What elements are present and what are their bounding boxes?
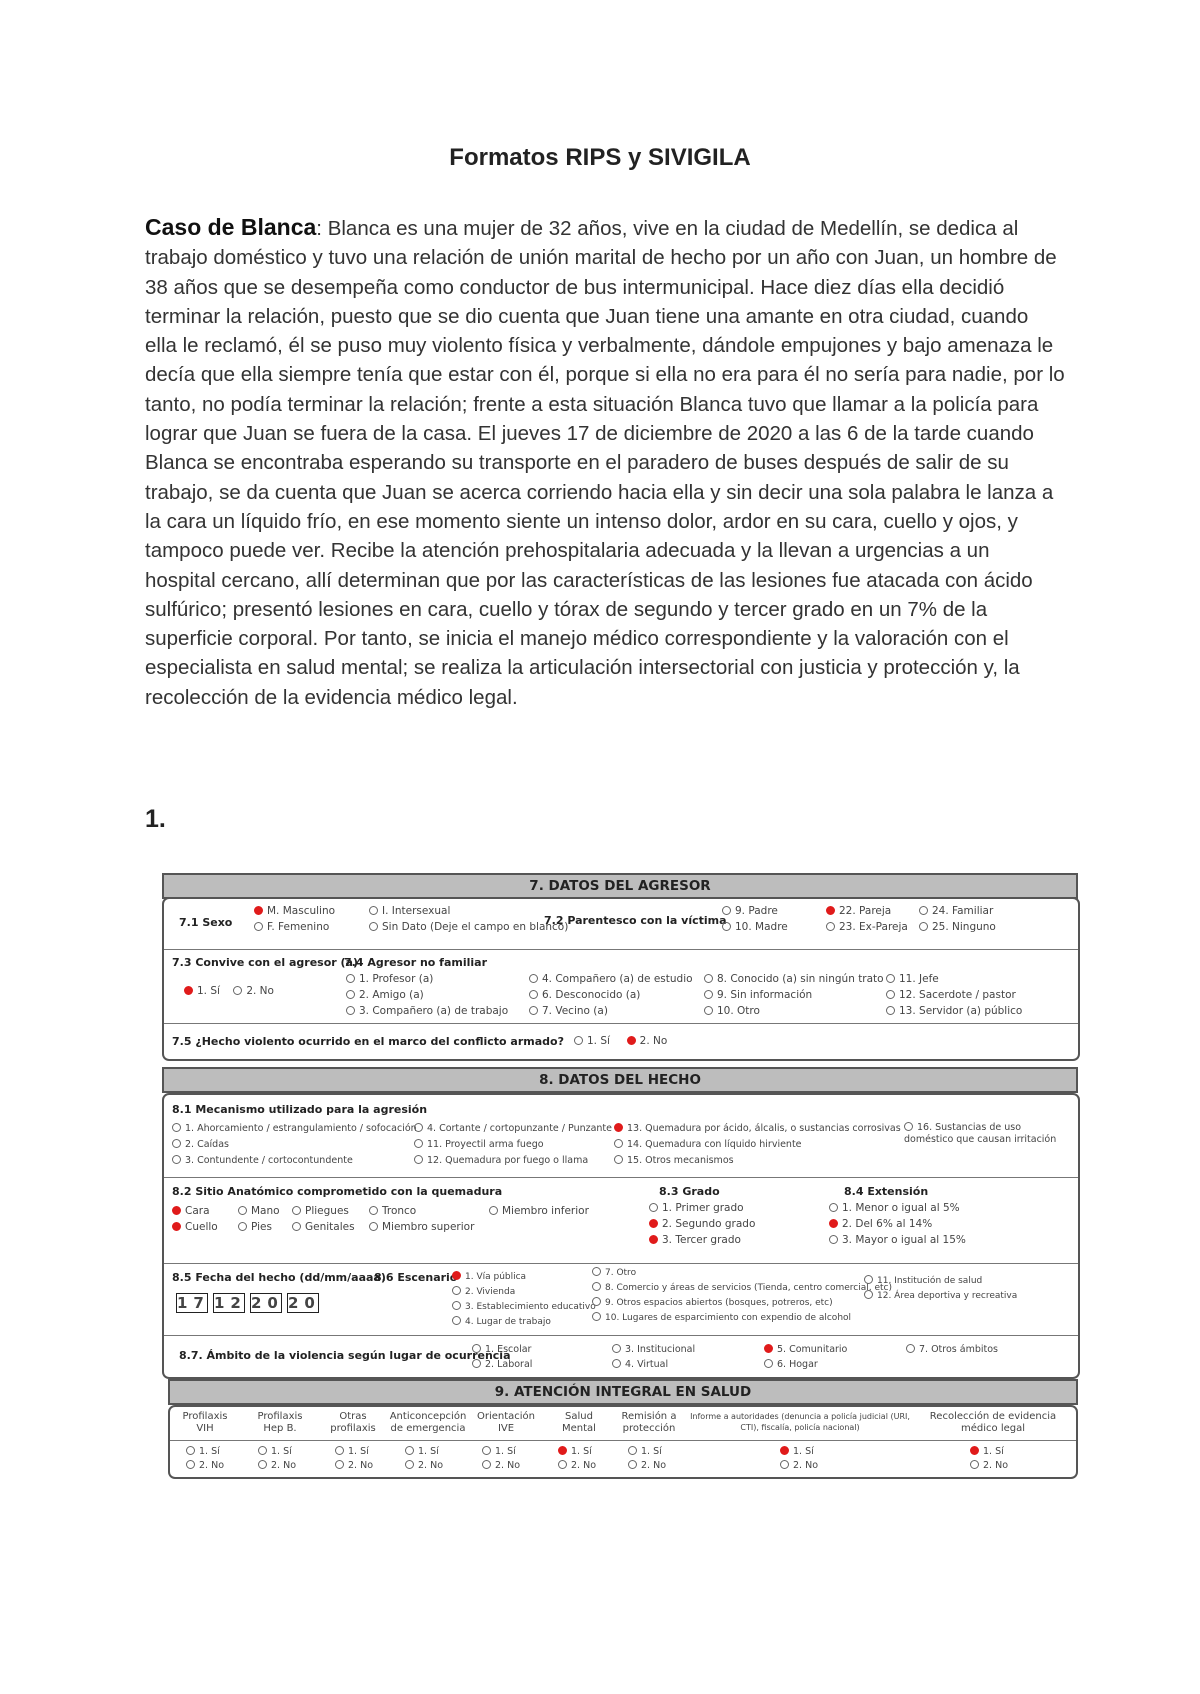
check-segundo-grado[interactable]: 2. Segundo grado xyxy=(649,1218,755,1231)
radio-sexo-masculino[interactable]: M. Masculino xyxy=(254,905,335,918)
radio-salud-mental-no[interactable]: 2. No xyxy=(558,1459,596,1472)
sitio-col-3 xyxy=(292,1205,355,1237)
col-header-anticoncepcion: Anticoncepción de emergencia xyxy=(389,1411,467,1434)
radio-conflicto-si[interactable]: 1. Sí xyxy=(574,1035,610,1048)
radio-hepb-no[interactable]: 2. No xyxy=(258,1459,296,1472)
convive-options xyxy=(184,985,274,998)
sitio-label: 8.2 Sitio Anatómico comprometido con la quemadura xyxy=(172,1185,503,1198)
escenario-col-2 xyxy=(592,1267,892,1327)
radio-escenario-otro[interactable]: 7. Otro xyxy=(592,1267,636,1280)
sitio-col-4 xyxy=(369,1205,474,1237)
case-paragraph xyxy=(145,213,1065,712)
radio-via-publica[interactable]: 1. Vía pública xyxy=(452,1271,526,1284)
radio-otro[interactable]: 10. Otro xyxy=(704,1005,760,1018)
no-familiar-col-2 xyxy=(529,973,693,1021)
col-ive-options xyxy=(482,1445,520,1473)
radio-anticoncepcion-no[interactable]: 2. No xyxy=(405,1459,443,1472)
radio-quemadura-fuego[interactable]: 12. Quemadura por fuego o llama xyxy=(414,1154,588,1167)
fecha-mes: 12 xyxy=(214,1294,247,1312)
radio-desconocido[interactable]: 6. Desconocido (a) xyxy=(529,989,640,1002)
convive-label: 7.3 Convive con el agresor (a) xyxy=(172,956,358,969)
conflicto-label: 7.5 ¿Hecho violento ocurrido en el marco del conflicto armado? xyxy=(172,1035,564,1048)
radio-institucion-salud[interactable]: 11. Institución de salud xyxy=(864,1275,982,1288)
fecha-boxes xyxy=(176,1293,319,1313)
check-pliegues[interactable]: Pliegues xyxy=(292,1205,349,1218)
radio-ahorcamiento[interactable]: 1. Ahorcamiento / estrangulamiento / sofocación xyxy=(172,1122,417,1135)
ambito-col-4 xyxy=(906,1343,998,1356)
radio-comunitario[interactable]: 5. Comunitario xyxy=(764,1343,847,1356)
radio-extension-6-14[interactable]: 2. Del 6% al 14% xyxy=(829,1218,932,1231)
section-9-title: 9. ATENCIÓN INTEGRAL EN SALUD xyxy=(168,1379,1078,1405)
col-vih-options xyxy=(186,1445,224,1473)
grado-label: 8.3 Grado xyxy=(659,1185,720,1198)
radio-otras-si[interactable]: 1. Sí xyxy=(335,1445,369,1458)
radio-sustancias-domesticas[interactable]: 16. Sustancias de uso doméstico que causan irritación xyxy=(904,1122,1072,1146)
radio-area-deportiva[interactable]: 12. Área deportiva y recreativa xyxy=(864,1290,1017,1303)
section-8-box xyxy=(162,1093,1080,1379)
fecha-label: 8.5 Fecha del hecho (dd/mm/aaaa) xyxy=(172,1271,386,1284)
question-number: 1. xyxy=(145,805,166,833)
col-header-hepb: Profilaxis Hep B. xyxy=(257,1411,303,1434)
check-tercer-grado[interactable]: 3. Tercer grado xyxy=(649,1234,741,1247)
radio-contundente[interactable]: 3. Contundente / cortocontundente xyxy=(172,1154,353,1167)
radio-quemadura-acido[interactable]: 13. Quemadura por ácido, álcalis, o sustancias corrosivas xyxy=(614,1122,901,1135)
radio-parentesco-ninguno[interactable]: 25. Ninguno xyxy=(919,921,996,934)
escenario-col-3 xyxy=(864,1275,1017,1305)
parentesco-label: 7.2 Parentesco con la víctima xyxy=(544,914,727,927)
col-hepb-options xyxy=(258,1445,296,1473)
radio-anticoncepcion-si[interactable]: 1. Sí xyxy=(405,1445,439,1458)
radio-comercio[interactable]: 8. Comercio y áreas de servicios (Tienda, centro comercial, etc) xyxy=(592,1282,892,1295)
mecanismo-col-1 xyxy=(172,1122,417,1170)
radio-virtual[interactable]: 4. Virtual xyxy=(612,1358,668,1371)
check-genitales[interactable]: Genitales xyxy=(292,1221,355,1234)
no-familiar-col-4 xyxy=(886,973,1022,1021)
radio-hepb-si[interactable]: 1. Sí xyxy=(258,1445,292,1458)
radio-parentesco-padre[interactable]: 9. Padre xyxy=(722,905,778,918)
radio-amigo[interactable]: 2. Amigo (a) xyxy=(346,989,424,1002)
section-7-box xyxy=(162,897,1080,1061)
radio-ive-no[interactable]: 2. No xyxy=(482,1459,520,1472)
radio-lugar-trabajo[interactable]: 4. Lugar de trabajo xyxy=(452,1316,551,1329)
sexo-options xyxy=(254,905,335,937)
ambito-col-3 xyxy=(764,1343,847,1373)
radio-parentesco-madre[interactable]: 10. Madre xyxy=(722,921,788,934)
radio-caidas[interactable]: 2. Caídas xyxy=(172,1138,229,1151)
radio-conflicto-no[interactable]: 2. No xyxy=(627,1035,668,1048)
mecanismo-col-3 xyxy=(614,1122,901,1170)
radio-otras-no[interactable]: 2. No xyxy=(335,1459,373,1472)
case-lead: Caso de Blanca xyxy=(145,214,317,240)
parentesco-col-3 xyxy=(919,905,996,937)
radio-remision-no[interactable]: 2. No xyxy=(628,1459,666,1472)
mecanismo-col-4 xyxy=(904,1122,1072,1146)
radio-sexo-sin-dato[interactable]: Sin Dato (Deje el campo en blanco) xyxy=(369,921,568,934)
section-9-box xyxy=(168,1405,1078,1479)
col-remision-options xyxy=(628,1445,666,1473)
sexo-options-2 xyxy=(369,905,568,937)
check-tronco[interactable]: Tronco xyxy=(369,1205,416,1218)
extension-label: 8.4 Extensión xyxy=(844,1185,929,1198)
col-header-ive: Orientación IVE xyxy=(476,1411,536,1434)
radio-laboral[interactable]: 2. Laboral xyxy=(472,1358,532,1371)
radio-otros-ambitos[interactable]: 7. Otros ámbitos xyxy=(906,1343,998,1356)
check-cara[interactable]: Cara xyxy=(172,1205,210,1218)
fecha-anio-1: 20 xyxy=(251,1294,284,1312)
check-cuello[interactable]: Cuello xyxy=(172,1221,218,1234)
mecanismo-col-2 xyxy=(414,1122,612,1170)
radio-conocido[interactable]: 8. Conocido (a) sin ningún trato xyxy=(704,973,884,986)
radio-parentesco-ex-pareja[interactable]: 23. Ex-Pareja xyxy=(826,921,908,934)
check-mano[interactable]: Mano xyxy=(238,1205,280,1218)
radio-vih-si[interactable]: 1. Sí xyxy=(186,1445,220,1458)
radio-quemadura-liquido[interactable]: 14. Quemadura con líquido hirviente xyxy=(614,1138,802,1151)
col-otras-options xyxy=(335,1445,373,1473)
section-8-title: 8. DATOS DEL HECHO xyxy=(162,1067,1078,1093)
check-primer-grado[interactable]: 1. Primer grado xyxy=(649,1202,744,1215)
col-recoleccion-options xyxy=(970,1445,1008,1473)
mecanismo-label: 8.1 Mecanismo utilizado para la agresión xyxy=(172,1103,428,1116)
radio-companero-estudio[interactable]: 4. Compañero (a) de estudio xyxy=(529,973,693,986)
radio-recoleccion-si[interactable]: 1. Sí xyxy=(970,1445,1004,1458)
radio-proyectil[interactable]: 11. Proyectil arma fuego xyxy=(414,1138,544,1151)
radio-extension-mayor-15[interactable]: 3. Mayor o igual al 15% xyxy=(829,1234,966,1247)
sexo-label: 7.1 Sexo xyxy=(179,916,233,929)
radio-vivienda[interactable]: 2. Vivienda xyxy=(452,1286,515,1299)
col-header-vih: Profilaxis VIH xyxy=(182,1411,228,1434)
col-header-salud-mental: Salud Mental xyxy=(562,1411,596,1434)
radio-sexo-intersexual[interactable]: I. Intersexual xyxy=(369,905,450,918)
radio-extension-menor-5[interactable]: 1. Menor o igual al 5% xyxy=(829,1202,960,1215)
radio-sexo-femenino[interactable]: F. Femenino xyxy=(254,921,329,934)
parentesco-col-1 xyxy=(722,905,788,937)
radio-parentesco-pareja[interactable]: 22. Pareja xyxy=(826,905,891,918)
section-7-title: 7. DATOS DEL AGRESOR xyxy=(162,873,1078,899)
extension-options xyxy=(829,1202,966,1250)
radio-companero-trabajo[interactable]: 3. Compañero (a) de trabajo xyxy=(346,1005,508,1018)
col-header-remision: Remisión a protección xyxy=(621,1411,677,1434)
no-familiar-col-1 xyxy=(346,973,508,1021)
fecha-dia: 17 xyxy=(177,1294,210,1312)
radio-informe-si[interactable]: 1. Sí xyxy=(780,1445,814,1458)
radio-hogar[interactable]: 6. Hogar xyxy=(764,1358,818,1371)
escenario-label: 8.6 Escenario xyxy=(374,1271,458,1284)
radio-convive-no[interactable]: 2. No xyxy=(233,985,274,998)
page-title: Formatos RIPS y SIVIGILA xyxy=(449,144,751,171)
radio-jefe[interactable]: 11. Jefe xyxy=(886,973,939,986)
no-familiar-label: 7.4 Agresor no familiar xyxy=(344,956,487,969)
col-header-informe: Informe a autoridades (denuncia a policía judicial (URI, CTI), fiscalía, policía nacional) xyxy=(690,1412,910,1432)
radio-informe-no[interactable]: 2. No xyxy=(780,1459,818,1472)
ambito-col-1 xyxy=(472,1343,532,1373)
check-pies[interactable]: Pies xyxy=(238,1221,272,1234)
sitio-col-5 xyxy=(489,1205,589,1218)
radio-sin-informacion[interactable]: 9. Sin información xyxy=(704,989,812,1002)
radio-establecimiento-educativo[interactable]: 3. Establecimiento educativo xyxy=(452,1301,596,1314)
radio-espacios-abiertos[interactable]: 9. Otros espacios abiertos (bosques, potreros, etc) xyxy=(592,1297,833,1310)
check-miembro-inferior[interactable]: Miembro inferior xyxy=(489,1205,589,1218)
ambito-col-2 xyxy=(612,1343,695,1373)
radio-esparcimiento-alcohol[interactable]: 10. Lugares de esparcimiento con expendio de alcohol xyxy=(592,1312,851,1325)
radio-institucional[interactable]: 3. Institucional xyxy=(612,1343,695,1356)
radio-sacerdote[interactable]: 12. Sacerdote / pastor xyxy=(886,989,1016,1002)
col-header-otras: Otras profilaxis xyxy=(330,1411,376,1434)
radio-servidor-publico[interactable]: 13. Servidor (a) público xyxy=(886,1005,1022,1018)
radio-parentesco-familiar[interactable]: 24. Familiar xyxy=(919,905,993,918)
col-informe-options xyxy=(780,1445,818,1473)
col-anticoncepcion-options xyxy=(405,1445,443,1473)
escenario-col-1 xyxy=(452,1271,596,1331)
fecha-field[interactable] xyxy=(176,1293,319,1313)
fecha-anio-2: 20 xyxy=(288,1294,321,1312)
radio-vecino[interactable]: 7. Vecino (a) xyxy=(529,1005,608,1018)
radio-ive-si[interactable]: 1. Sí xyxy=(482,1445,516,1458)
conflicto-options xyxy=(574,1035,667,1048)
ambito-label: 8.7. Ámbito de la violencia según lugar de ocurrencia xyxy=(179,1349,511,1362)
case-text: : Blanca es una mujer de 32 años, vive en la ciudad de Medellín, se dedica al trabajo doméstico y tuvo una relación de unión marital de hecho por un año con Juan, un hombre de 38 años que se desempeña como conductor de bus intermunicipal. Hace diez días ella decidió terminar la relación, puesto que se dio cuenta que Juan tiene una amante en otra ciudad, cuando ella le reclamó, él se puso muy violento física y verbalmente, dándole empujones y bajo amenaza le decía que ella siempre tenía que estar con él, porque si ella no era para él no sería para nadie, por lo tanto, no podía terminar la relación; frente a esta situación Blanca tuvo que llamar a la policía para lograr que Juan se fuera de la casa. El jueves 17 de diciembre de 2020 a las 6 de la tarde cuando Blanca se encontraba esperando su transporte en el paradero de buses después de salir de su trabajo, se da cuenta que Juan se acerca corriendo hacia ella y sin decir una sola palabra le lanza a la cara un líquido frío, en ese momento siente un intenso dolor, ardor en su cara, cuello y ojos, y tampoco puede ver. Recibe la atención prehospitalaria adecuada y la llevan a urgencias a un hospital cercano, allí determinan que por las características de las lesiones fue atacada con ácido sulfúrico; presentó lesiones en cara, cuello y tórax de segundo y tercer grado en un 7% de la superficie corporal. Por tanto, se inicia el manejo médico correspondiente y la valoración con el especialista en salud mental; se realiza la articulación intersectorial con justicia y protección y, la recolección de la evidencia médico legal. xyxy=(145,217,1065,709)
sitio-col-1 xyxy=(172,1205,218,1237)
check-miembro-superior[interactable]: Miembro superior xyxy=(369,1221,474,1234)
radio-cortante[interactable]: 4. Cortante / cortopunzante / Punzante xyxy=(414,1122,612,1135)
col-salud-mental-options xyxy=(558,1445,596,1473)
radio-convive-si[interactable]: 1. Sí xyxy=(184,985,220,998)
grado-options xyxy=(649,1202,755,1250)
radio-escolar[interactable]: 1. Escolar xyxy=(472,1343,531,1356)
radio-vih-no[interactable]: 2. No xyxy=(186,1459,224,1472)
radio-recoleccion-no[interactable]: 2. No xyxy=(970,1459,1008,1472)
radio-salud-mental-si[interactable]: 1. Sí xyxy=(558,1445,592,1458)
no-familiar-col-3 xyxy=(704,973,884,1021)
radio-remision-si[interactable]: 1. Sí xyxy=(628,1445,662,1458)
parentesco-col-2 xyxy=(826,905,908,937)
col-header-recoleccion: Recolección de evidencia médico legal xyxy=(929,1411,1057,1434)
radio-otros-mecanismos[interactable]: 15. Otros mecanismos xyxy=(614,1154,734,1167)
sitio-col-2 xyxy=(238,1205,280,1237)
radio-profesor[interactable]: 1. Profesor (a) xyxy=(346,973,433,986)
